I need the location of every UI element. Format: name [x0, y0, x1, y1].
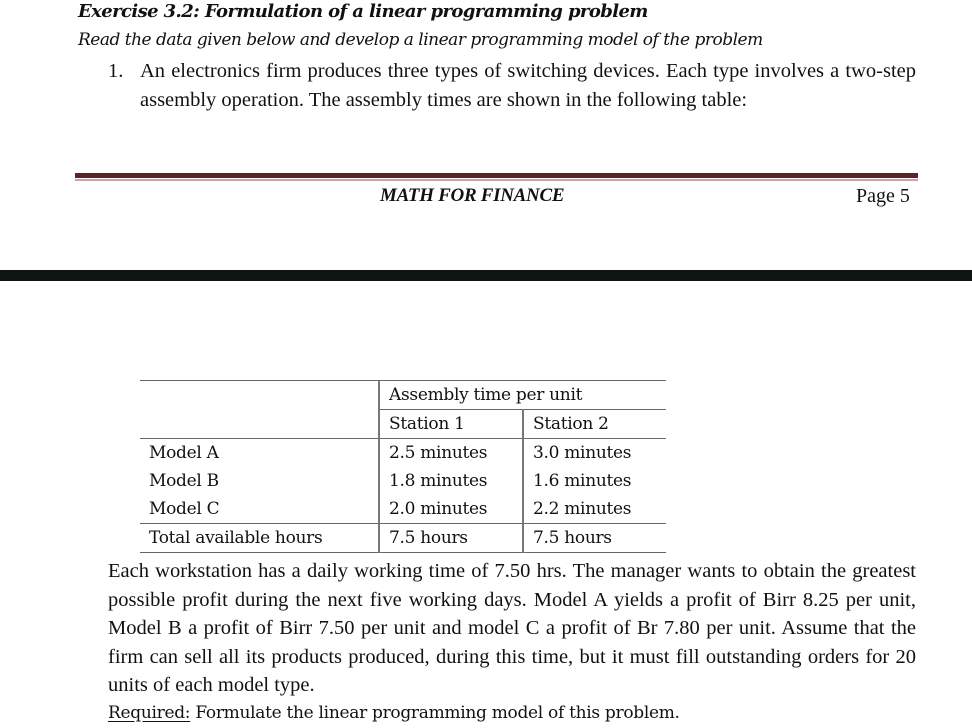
cell-station-1: 1.8 minutes — [379, 467, 523, 495]
row-label: Model B — [149, 471, 219, 491]
table-row — [140, 495, 666, 524]
row-label: Model A — [140, 439, 379, 468]
cell-station-2: 2.2 minutes — [523, 495, 666, 524]
list-number: 1. — [108, 60, 124, 82]
row-label: Model C — [149, 499, 220, 519]
assembly-time-table — [140, 380, 666, 553]
table-corner-cell — [140, 381, 379, 410]
exercise-title: Exercise 3.2: Formulation of a linear programming problem — [78, 1, 648, 22]
table-row — [140, 439, 666, 468]
page-break-divider — [0, 270, 972, 281]
footer-title: MATH FOR FINANCE — [380, 185, 565, 206]
cell-station-1: 7.5 hours — [379, 524, 523, 553]
cell-station-1: 2.0 minutes — [379, 495, 523, 524]
problem-description: Each workstation has a daily working time of 7.50 hrs. The manager wants to obtain the greatest possible profit during the next five working days. Model A yields a profit of Birr 8.25 per unit, Model B a profit of Birr 7.50 per unit and model C a profit of Br 7.80 per unit. Assume that the firm can sell all its products produced, during this time, but it must fill outstanding orders for 20 units of each model type. — [108, 560, 916, 696]
column-header-station-2: Station 2 — [523, 410, 666, 439]
group-header-assembly-time: Assembly time per unit — [379, 381, 666, 410]
required-statement — [108, 699, 680, 727]
cell-station-1: 2.5 minutes — [379, 439, 523, 468]
row-label: Total available hours — [140, 524, 379, 553]
cell-station-2: 1.6 minutes — [523, 467, 666, 495]
table-subheader-row — [140, 410, 666, 439]
table-empty-cell — [140, 410, 379, 439]
exercise-instructions: Read the data given below and develop a linear programming model of the problem — [78, 30, 763, 50]
problem-list-item — [108, 57, 916, 114]
table-row — [140, 467, 666, 495]
cell-station-2: 7.5 hours — [523, 524, 666, 553]
problem-statement: An electronics firm produces three types of switching devices. Each type involves a two-step assembly operation. The assembly times are shown in the following table: — [140, 60, 916, 111]
page-number: Page 5 — [856, 185, 910, 207]
cell-station-2: 3.0 minutes — [523, 439, 666, 468]
column-header-station-1: Station 1 — [379, 410, 523, 439]
footer-rule — [75, 173, 918, 178]
required-label: Required: — [108, 703, 191, 723]
footer-rule-accent — [75, 179, 918, 181]
table-header-row — [140, 381, 666, 410]
required-text: Formulate the linear programming model of this problem. — [190, 703, 680, 723]
table-total-row — [140, 524, 666, 553]
